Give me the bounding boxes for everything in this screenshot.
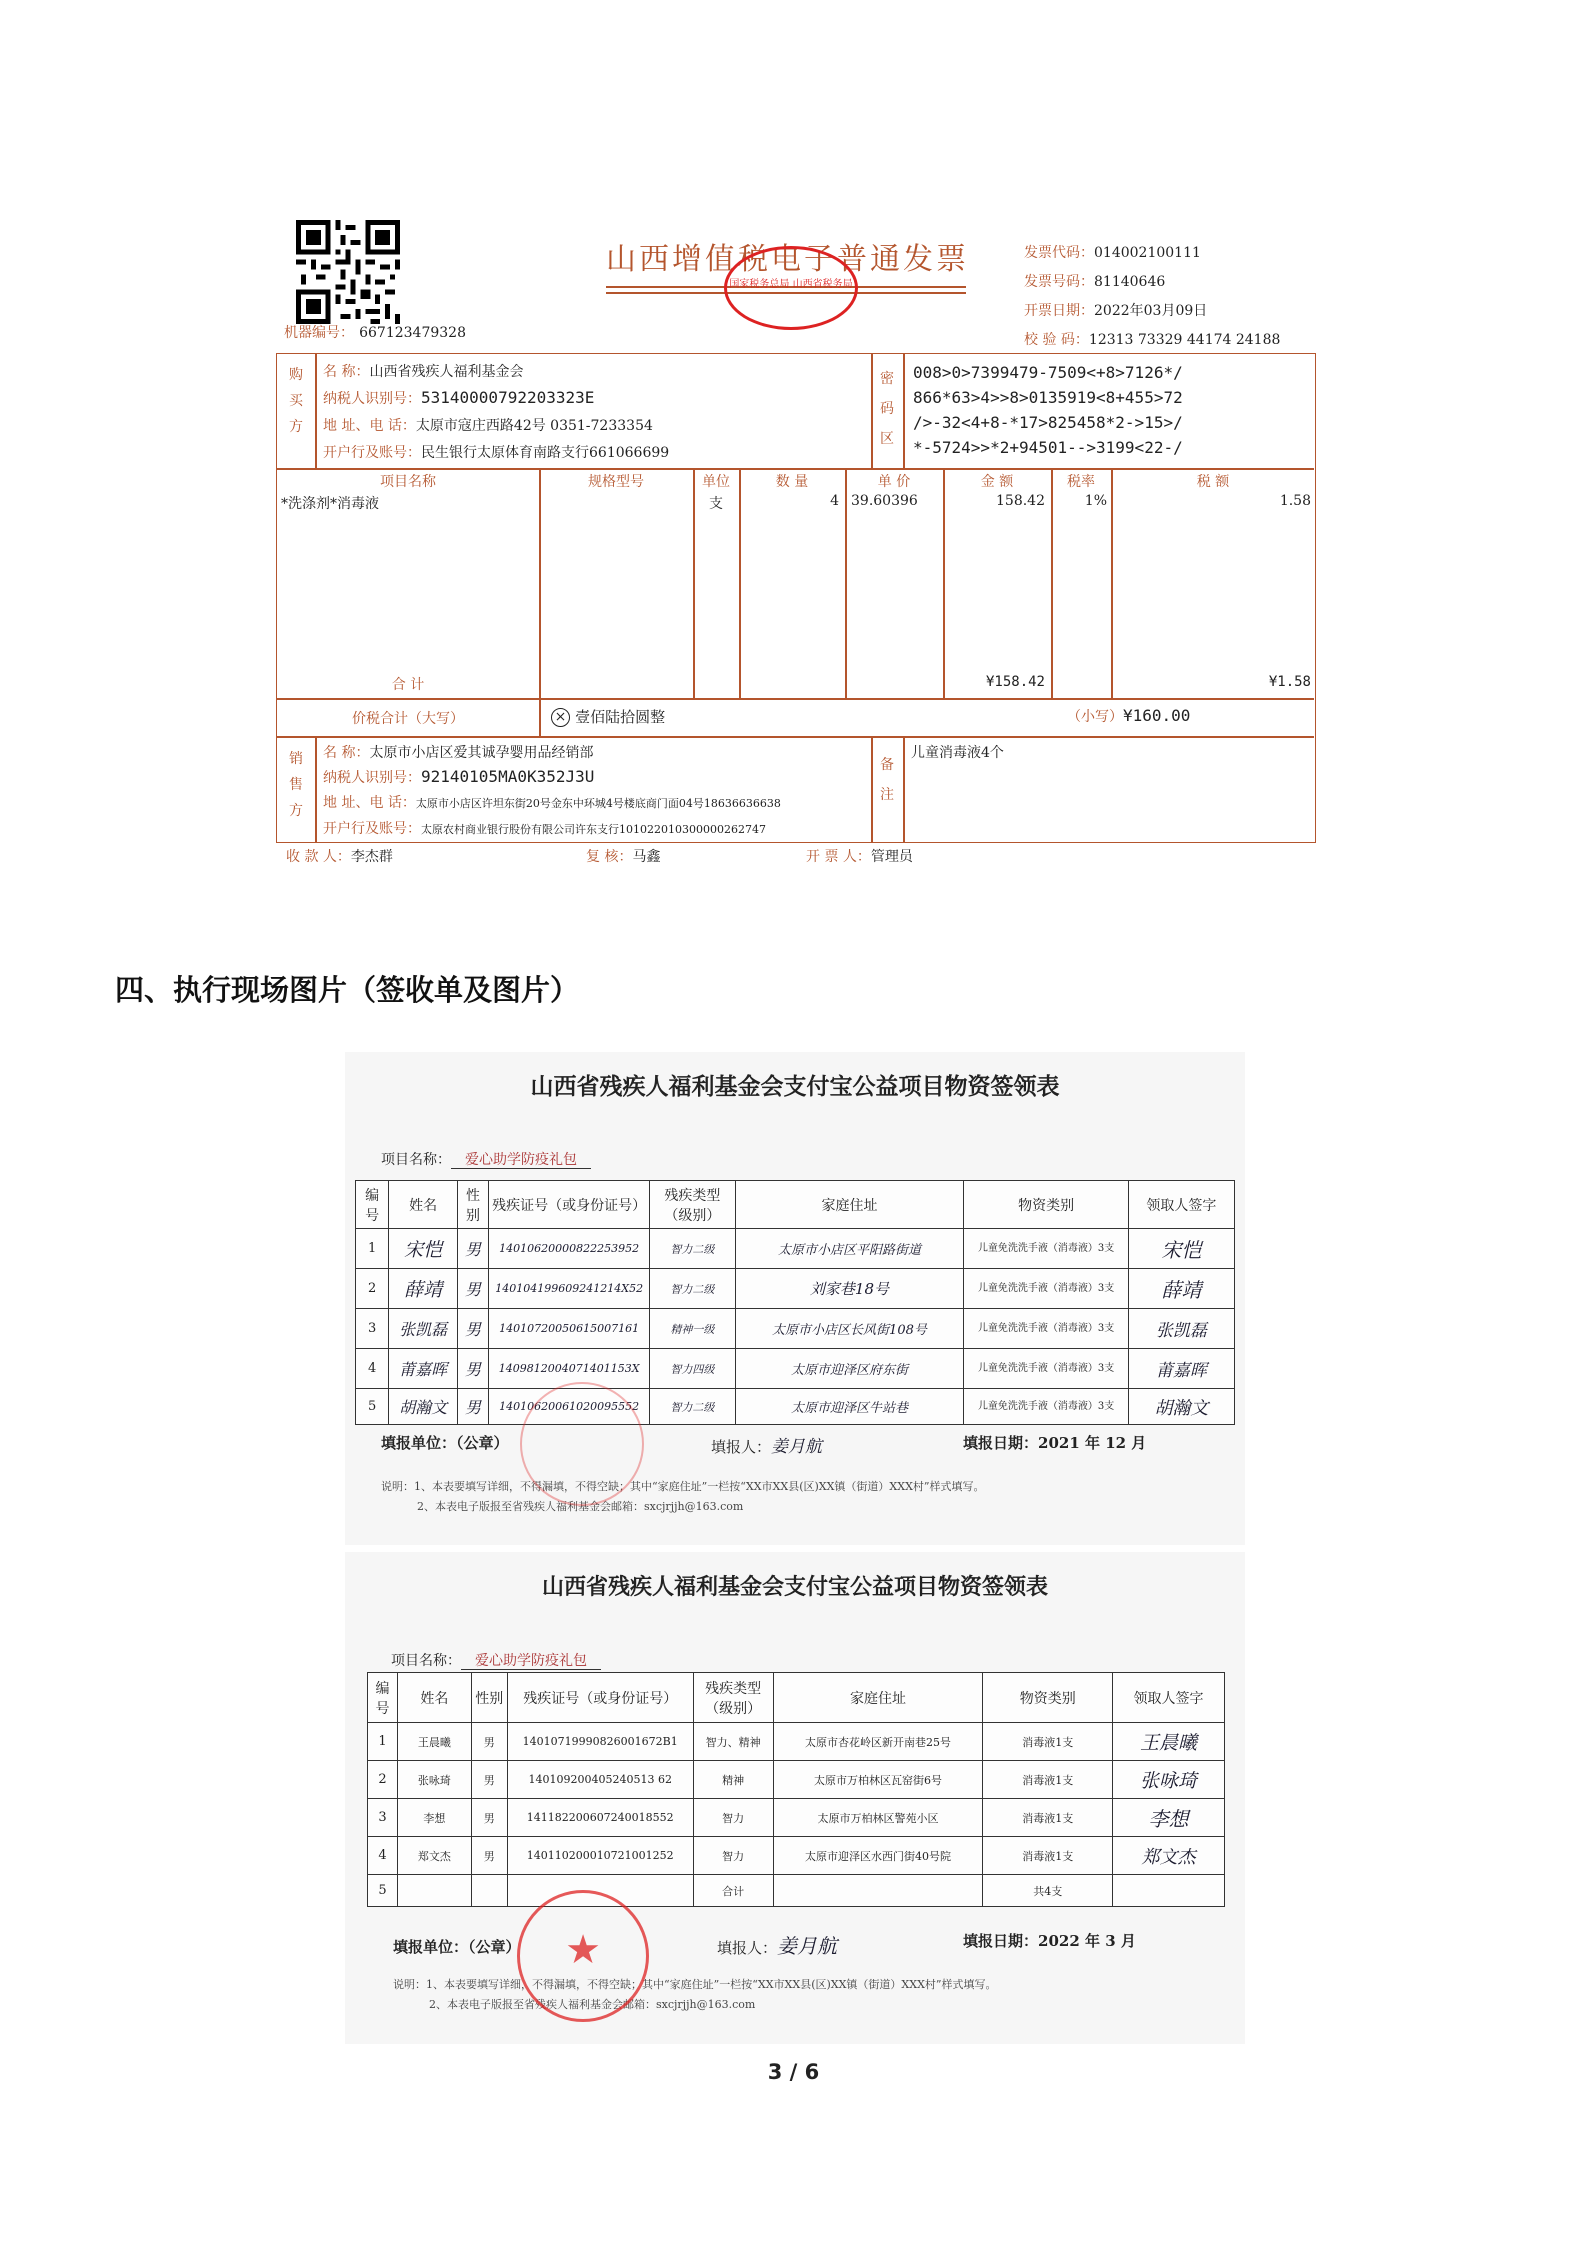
item-rate: 1%	[1084, 493, 1107, 509]
buyer-name: 山西省残疾人福利基金会	[369, 364, 524, 380]
meta-label: 发票号码：	[1024, 274, 1094, 290]
reviewer-label: 复 核：	[586, 849, 633, 865]
seller-tax-label: 纳税人识别号：	[323, 770, 421, 786]
cell-signature: 张凯磊	[1128, 1309, 1234, 1349]
table-row	[356, 1269, 1235, 1309]
header-cell: 性别	[471, 1673, 507, 1723]
cell-sex: 男	[471, 1799, 507, 1837]
item-price: 39.60396	[851, 493, 918, 509]
grand-small-label: （小写）	[1067, 709, 1123, 725]
cell-type: 智力二级	[650, 1269, 735, 1309]
grand-total-label: 价税合计（大写）	[352, 711, 464, 727]
remark-label: 备注	[880, 757, 894, 803]
cell-sex: 男	[471, 1723, 507, 1761]
item-qty: 4	[830, 493, 839, 509]
cipher-line: 008>0>7399479-7509<+8>7126*/	[913, 363, 1183, 382]
reporter-signature: 姜月航	[771, 1437, 823, 1457]
table-row	[368, 1761, 1225, 1799]
cell-no: 4	[356, 1349, 389, 1389]
cell-no: 3	[368, 1799, 398, 1837]
invoice-frame	[276, 353, 1316, 843]
machine-no: 667123479328	[359, 325, 466, 341]
cell-address: 刘家巷18号	[735, 1269, 964, 1309]
header-cell: 家庭住址	[773, 1673, 983, 1723]
total-amount: ¥158.42	[985, 674, 1045, 690]
form-table	[367, 1672, 1225, 1907]
tax-stamp-text: 国家税务总局 山西省税务局	[729, 279, 853, 290]
header-cell: 残疾类型（级别）	[650, 1181, 735, 1229]
buyer-name-label: 名 称：	[323, 364, 370, 380]
cell-type: 智力四级	[650, 1349, 735, 1389]
payee-label: 收 款 人：	[286, 849, 351, 865]
cell-no: 2	[356, 1269, 389, 1309]
cell-name: 莆嘉晖	[389, 1349, 458, 1389]
table-row	[356, 1349, 1235, 1389]
header-cell: 编号	[368, 1673, 398, 1723]
item-tax: 1.58	[1279, 493, 1311, 509]
cell-id: 141182200607240018552	[507, 1799, 693, 1837]
table-row	[356, 1309, 1235, 1349]
cell-address: 太原市迎泽区牛站巷	[735, 1389, 964, 1425]
cell-goods: 共4支	[983, 1875, 1113, 1907]
cell-goods: 消毒液1支	[983, 1761, 1113, 1799]
form-note: 说明：1、本表要填写详细，不得漏填，不得空缺；其中“家庭住址”一栏按“XX市XX县(区)XX镇（街道）XXX村”样式填写。	[393, 1978, 997, 1991]
table-row	[368, 1723, 1225, 1761]
cell-signature: 王晨曦	[1113, 1723, 1225, 1761]
cell-signature: 张咏琦	[1113, 1761, 1225, 1799]
cell-type: 精神	[693, 1761, 773, 1799]
cell-goods: 消毒液1支	[983, 1723, 1113, 1761]
cell-name: 薛靖	[389, 1269, 458, 1309]
star-icon: ★	[565, 1927, 601, 1973]
unit-label: 填报单位：（公章）	[393, 1938, 521, 1956]
header-cell: 性别	[457, 1181, 488, 1229]
cell-type: 合计	[693, 1875, 773, 1907]
header-cell: 物资类别	[983, 1673, 1113, 1723]
form-note: 说明：1、本表要填写详细，不得漏填，不得空缺；其中“家庭住址”一栏按“XX市XX县(区)XX镇（街道）XXX村”样式填写。	[381, 1480, 985, 1493]
sign-form-1	[345, 1052, 1245, 1545]
cell-type: 智力二级	[650, 1229, 735, 1269]
total-tax: ¥1.58	[1268, 674, 1311, 690]
table-row	[368, 1837, 1225, 1875]
total-label: 合 计	[391, 677, 425, 693]
header-cell: 残疾类型（级别）	[693, 1673, 773, 1723]
cell-name: 王晨曦	[397, 1723, 471, 1761]
reporter-signature: 姜月航	[777, 1934, 838, 1958]
form-title: 山西省残疾人福利基金会支付宝公益项目物资签领表	[541, 1575, 1048, 1600]
cell-address	[773, 1875, 983, 1907]
header-cell: 领取人签字	[1128, 1181, 1234, 1229]
cell-name	[397, 1875, 471, 1907]
reporter-label: 填报人：	[717, 1939, 778, 1957]
invoice-date: 2022年03月09日	[1094, 303, 1208, 319]
buyer-tax-label: 纳税人识别号：	[323, 391, 421, 407]
cell-address: 太原市迎泽区府东街	[735, 1349, 964, 1389]
payee: 李杰群	[350, 849, 393, 865]
header-cell: 领取人签字	[1113, 1673, 1225, 1723]
cell-signature	[1113, 1875, 1225, 1907]
cell-id: 1409812004071401153X	[489, 1349, 650, 1389]
header-cell: 姓名	[389, 1181, 458, 1229]
cell-no: 5	[368, 1875, 398, 1907]
cell-id: 14010620000822253952	[489, 1229, 650, 1269]
table-row	[356, 1229, 1235, 1269]
header-cell: 编号	[356, 1181, 389, 1229]
col-amount: 金 额	[980, 474, 1014, 490]
item-amount: 158.42	[996, 493, 1045, 509]
col-spec: 规格型号	[588, 474, 644, 490]
cell-no: 4	[368, 1837, 398, 1875]
date-label: 填报日期：	[963, 1434, 1039, 1452]
cell-signature: 宋恺	[1128, 1229, 1234, 1269]
grand-total-small: ¥160.00	[1123, 706, 1191, 725]
buyer-address: 太原市寇庄西路42号 0351-7233354	[415, 418, 653, 434]
report-date: 2022 年 3 月	[1038, 1932, 1136, 1950]
seller-name-label: 名 称：	[323, 745, 370, 761]
cipher-area	[913, 360, 1183, 460]
buyer-tax-id: 53140000792203323E	[421, 388, 595, 407]
cell-goods: 儿童免洗洗手液（消毒液）3支	[964, 1229, 1128, 1269]
remark: 儿童消毒液4个	[911, 745, 1004, 761]
cell-sex	[471, 1875, 507, 1907]
reporter-label: 填报人：	[711, 1438, 772, 1456]
cell-type: 精神一级	[650, 1309, 735, 1349]
meta-label: 校 验 码：	[1024, 332, 1089, 348]
grand-total-words: 壹佰陆拾圆整	[575, 708, 666, 726]
header-cell: 残疾证号（或身份证号）	[489, 1181, 650, 1229]
cell-name: 宋恺	[389, 1229, 458, 1269]
cell-goods: 儿童免洗洗手液（消毒液）3支	[964, 1349, 1128, 1389]
cell-no: 1	[356, 1229, 389, 1269]
header-cell: 残疾证号（或身份证号）	[507, 1673, 693, 1723]
seller-bank-label: 开户行及账号：	[323, 821, 421, 837]
organization-stamp	[520, 1382, 644, 1506]
cell-id: 140110200010721001252	[507, 1837, 693, 1875]
cell-sex: 男	[457, 1349, 488, 1389]
cell-address: 太原市杏花岭区新开南巷25号	[773, 1723, 983, 1761]
cell-sex: 男	[457, 1389, 488, 1425]
cell-address: 太原市小店区长风街108号	[735, 1309, 964, 1349]
drawer-label: 开 票 人：	[806, 849, 871, 865]
cell-name: 张凯磊	[389, 1309, 458, 1349]
cell-id: 14010620061020095552	[489, 1389, 650, 1425]
cipher-label: 密码区	[880, 371, 894, 447]
cell-address: 太原市万柏林区瓦窑街6号	[773, 1761, 983, 1799]
project-name: 爱心助学防疫礼包	[461, 1653, 601, 1670]
form-title: 山西省残疾人福利基金会支付宝公益项目物资签领表	[530, 1074, 1060, 1100]
unit-label: 填报单位：（公章）	[381, 1434, 509, 1452]
machine-no-label: 机器编号：	[284, 325, 354, 341]
invoice-number: 81140646	[1094, 274, 1166, 290]
cell-goods: 消毒液1支	[983, 1799, 1113, 1837]
seller-address: 太原市小店区许坦东街20号金东中环城4号楼底商门面04号18636636638	[415, 797, 781, 810]
table-row	[368, 1799, 1225, 1837]
cell-goods: 儿童免洗洗手液（消毒液）3支	[964, 1389, 1128, 1425]
cell-sex: 男	[471, 1761, 507, 1799]
date-label: 填报日期：	[963, 1932, 1039, 1950]
col-rate: 税率	[1067, 474, 1095, 490]
cell-sex: 男	[457, 1269, 488, 1309]
tax-stamp	[724, 246, 858, 330]
buyer-bank-label: 开户行及账号：	[323, 445, 421, 461]
project-label: 项目名称：	[381, 1152, 451, 1168]
cipher-line: *-5724>>*2+94501-->3199<22-/	[913, 438, 1183, 457]
table-row	[356, 1389, 1235, 1425]
seller-addr-label: 地 址、电 话：	[323, 795, 416, 811]
invoice-title: 山西增值税电子普通发票	[606, 242, 969, 277]
cell-type: 智力	[693, 1799, 773, 1837]
header-cell: 物资类别	[964, 1181, 1128, 1229]
cell-name: 张咏琦	[397, 1761, 471, 1799]
cell-signature: 李想	[1113, 1799, 1225, 1837]
cross-circle-icon: ×	[551, 708, 570, 727]
form-note: 2、本表电子版报至省残疾人福利基金会邮箱：sxcjrjjh@163.com	[417, 1500, 744, 1513]
seller-bank: 太原农村商业银行股份有限公司许东支行101022010300000262747	[421, 823, 766, 836]
cell-id: 14010720050615007161	[489, 1309, 650, 1349]
cell-address: 太原市迎泽区水西门街40号院	[773, 1837, 983, 1875]
cell-id: 14010719990826001672B1	[507, 1723, 693, 1761]
project-label: 项目名称：	[391, 1653, 461, 1669]
cell-sex: 男	[457, 1229, 488, 1269]
cell-name: 郑文杰	[397, 1837, 471, 1875]
item-name: *洗涤剂*消毒液	[281, 496, 379, 512]
cell-id: 140109200405240513 62	[507, 1761, 693, 1799]
cipher-line: />-32<4+8-*17>825458*2->15>/	[913, 413, 1183, 432]
cell-address: 太原市万柏林区警苑小区	[773, 1799, 983, 1837]
cell-goods: 儿童免洗洗手液（消毒液）3支	[964, 1269, 1128, 1309]
cell-no: 2	[368, 1761, 398, 1799]
cell-no: 1	[368, 1723, 398, 1761]
seller-side-label: 销售方	[289, 751, 303, 819]
cell-sex: 男	[471, 1837, 507, 1875]
col-price: 单 价	[877, 474, 911, 490]
seller-tax-id: 92140105MA0K352J3U	[421, 767, 595, 786]
cell-type: 智力	[693, 1837, 773, 1875]
meta-label: 开票日期：	[1024, 303, 1094, 319]
buyer-bank: 民生银行太原体育南路支行661066699	[421, 445, 670, 461]
table-row	[368, 1875, 1225, 1907]
cell-goods: 消毒液1支	[983, 1837, 1113, 1875]
organization-stamp	[517, 1890, 649, 2022]
cell-signature: 薛靖	[1128, 1269, 1234, 1309]
cell-signature: 胡瀚文	[1128, 1389, 1234, 1425]
form-note: 2、本表电子版报至省残疾人福利基金会邮箱：sxcjrjjh@163.com	[429, 1998, 756, 2011]
invoice-meta	[1024, 238, 1280, 354]
cell-signature: 莆嘉晖	[1128, 1349, 1234, 1389]
buyer-side-label: 购买方	[289, 367, 303, 435]
cipher-line: 866*63>4>>8>0135919<8+455>72	[913, 388, 1183, 407]
sign-form-2	[345, 1552, 1245, 2044]
cell-name: 胡瀚文	[389, 1389, 458, 1425]
invoice-code: 014002100111	[1094, 245, 1201, 261]
col-unit: 单位	[702, 474, 730, 490]
drawer: 管理员	[870, 849, 913, 865]
header-cell: 姓名	[397, 1673, 471, 1723]
reviewer: 马鑫	[632, 849, 661, 865]
cell-id: 140104199609241214X52	[489, 1269, 650, 1309]
col-qty: 数 量	[775, 474, 809, 490]
header-cell: 家庭住址	[735, 1181, 964, 1229]
cell-address: 太原市小店区平阳路街道	[735, 1229, 964, 1269]
cell-sex: 男	[457, 1309, 488, 1349]
seller-name: 太原市小店区爱其诚孕婴用品经销部	[369, 745, 594, 761]
col-item-name: 项目名称	[380, 474, 436, 490]
meta-label: 发票代码：	[1024, 245, 1094, 261]
cell-type: 智力、精神	[693, 1723, 773, 1761]
cell-no: 5	[356, 1389, 389, 1425]
item-unit: 支	[709, 496, 723, 512]
cell-no: 3	[356, 1309, 389, 1349]
section-heading: 四、执行现场图片（签收单及图片）	[115, 973, 580, 1007]
qr-code-icon	[296, 220, 400, 324]
cell-type: 智力二级	[650, 1389, 735, 1425]
check-code: 12313 73329 44174 24188	[1088, 332, 1281, 348]
form-table	[355, 1180, 1235, 1425]
page-number: 3 / 6	[767, 2060, 820, 2084]
cell-name: 李想	[397, 1799, 471, 1837]
buyer-addr-label: 地 址、电 话：	[323, 418, 416, 434]
report-date: 2021 年 12 月	[1038, 1434, 1147, 1452]
e-invoice	[276, 210, 1316, 870]
project-name: 爱心助学防疫礼包	[451, 1152, 591, 1169]
cell-signature: 郑文杰	[1113, 1837, 1225, 1875]
col-tax: 税 额	[1196, 474, 1230, 490]
cell-goods: 儿童免洗洗手液（消毒液）3支	[964, 1309, 1128, 1349]
